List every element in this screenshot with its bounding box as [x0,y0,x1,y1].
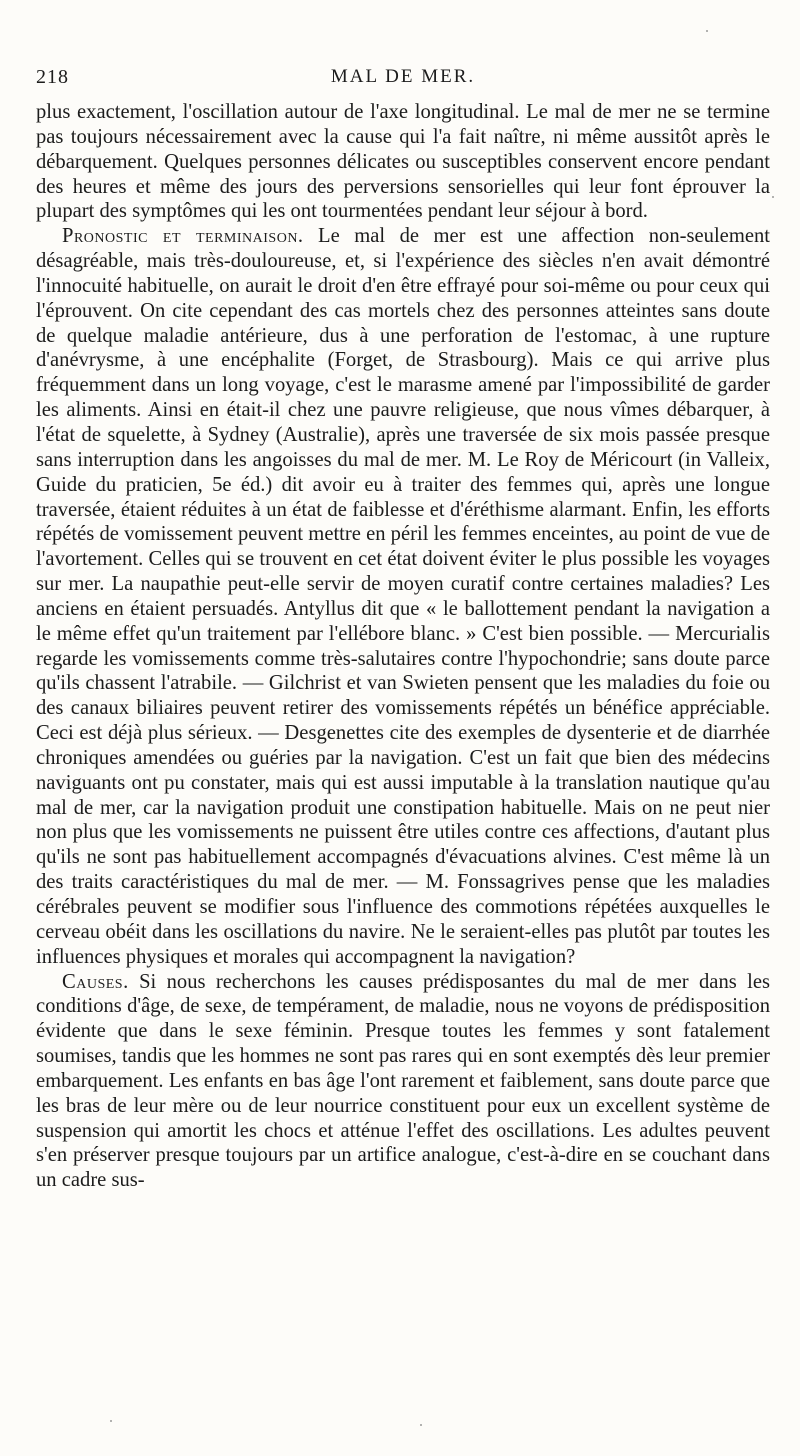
paragraph-text: plus exactement, l'oscillation autour de l'axe longitudinal. Le mal de mer ne se termine pas toujours nécessairement avec la cause qui l'a fait naître, ni même aussitôt après le débarquement. Quelques personnes délicates ou susceptibles conservent encore pendant des heures et même des jours des perversions sensorielles qui leur font éprouver la plupart des symptômes qui les ont tourmentées pendant leur séjour à bord. [36,101,770,223]
paragraph-text: Le mal de mer est une affection non-seulement désagréable, mais très-douloureuse, et, si l'expérience des siècles n'en avait démontré l'innocuité habituelle, on aurait le droit d'en être effrayé pour soi-même ou pour ceux qui l'éprouvent. On cite cependant des cas mortels chez des personnes atteintes sans doute de quelque maladie antérieure, dus à une perforation de l'estomac, à une rupture d'anévrysme, à une encéphalite (Forget, de Strasbourg). Mais ce qui arrive plus fréquemment dans un long voyage, c'est le marasme amené par l'impossibilité de garder les aliments. Ainsi en était-il chez une pauvre religieuse, que nous vîmes débarquer, à l'état de squelette, à Sydney (Australie), après une traversée de six mois passée presque sans interruption dans les angoisses du mal de mer. M. Le Roy de Méricourt (in Valleix, Guide du praticien, 5e éd.) dit avoir eu à traiter des femmes qui, après une longue traversée, étaient réduites à un état de faiblesse et d'éréthisme alarmant. Enfin, les efforts répétés de vomissement peuvent mettre en péril les femmes enceintes, au point de vue de l'avortement. Celles qui se trouvent en cet état doivent éviter le plus possible les voyages sur mer. La naupathie peut-elle servir de moyen curatif contre certaines maladies? Les anciens en étaient persuadés. Antyllus dit que « le ballottement pendant la navigation a le même effet qu'un traitement par l'ellébore blanc. » C'est bien possible. — Mercurialis regarde les vomissements comme très-salutaires contre l'hypochondrie; sans doute parce qu'ils chassent l'atrabile. — Gilchrist et van Swieten pensent que les maladies du foie ou des canaux biliaires peuvent retirer des vomissements répétés un bénéfice appréciable. Ceci est déjà plus sérieux. — Desgenettes cite des exemples de dysenterie et de diarrhée chroniques amendées ou guéries par la navigation. C'est un fait que bien des médecins naviguants ont pu constater, mais qui est aussi imputable à la translation nautique qu'au mal de mer, car la navigation produit une constipation habituelle. Mais on ne peut nier non plus que les vomissements ne puissent être utiles contre ces affections, d'autant plus qu'ils ne sont pas habituellement accompagnés d'évacuations alvines. C'est même là un des traits caractéristiques du mal de mer. — M. Fonssagrives pense que les maladies cérébrales peuvent se modifier sous l'influence des commotions répétées auxquelles le cerveau obéit dans les oscillations du navire. Ne le seraient-elles pas plutôt par toutes les influences physiques et morales qui accompagnent la navigation? [36,225,771,968]
page-number: 218 [36,66,69,88]
paper-speck [706,30,708,32]
page-header [36,66,770,92]
paragraph-continuation [36,100,770,224]
paper-speck [772,196,774,198]
body-text [36,100,770,1193]
section-heading-pronostic: Pronostic et terminaison. [62,225,304,248]
paper-speck [110,1420,112,1422]
section-heading-causes: Causes. [62,970,129,993]
paragraph-pronostic [36,224,770,969]
paragraph-causes [36,970,770,1194]
paragraph-text: Si nous recherchons les causes prédisposantes du mal de mer dans les conditions d'âge, de sexe, de tempérament, de maladie, nous ne voyons de prédisposition évidente que dans le sexe féminin. Presque toutes les femmes y sont fatalement soumises, tandis que les hommes ne sont pas rares qui en sont exemptés dès leur premier embarquement. Les enfants en bas âge l'ont rarement et faiblement, sans doute parce que les bras de leur mère ou de leur nourrice constituent pour eux un excellent système de suspension qui amortit les chocs et atténue l'effet des oscillations. Les adultes peuvent s'en préserver presque toujours par un artifice analogue, c'est-à-dire en se couchant dans un cadre sus- [36,970,770,1192]
paper-speck [420,1424,422,1426]
running-title: MAL DE MER. [330,66,476,87]
